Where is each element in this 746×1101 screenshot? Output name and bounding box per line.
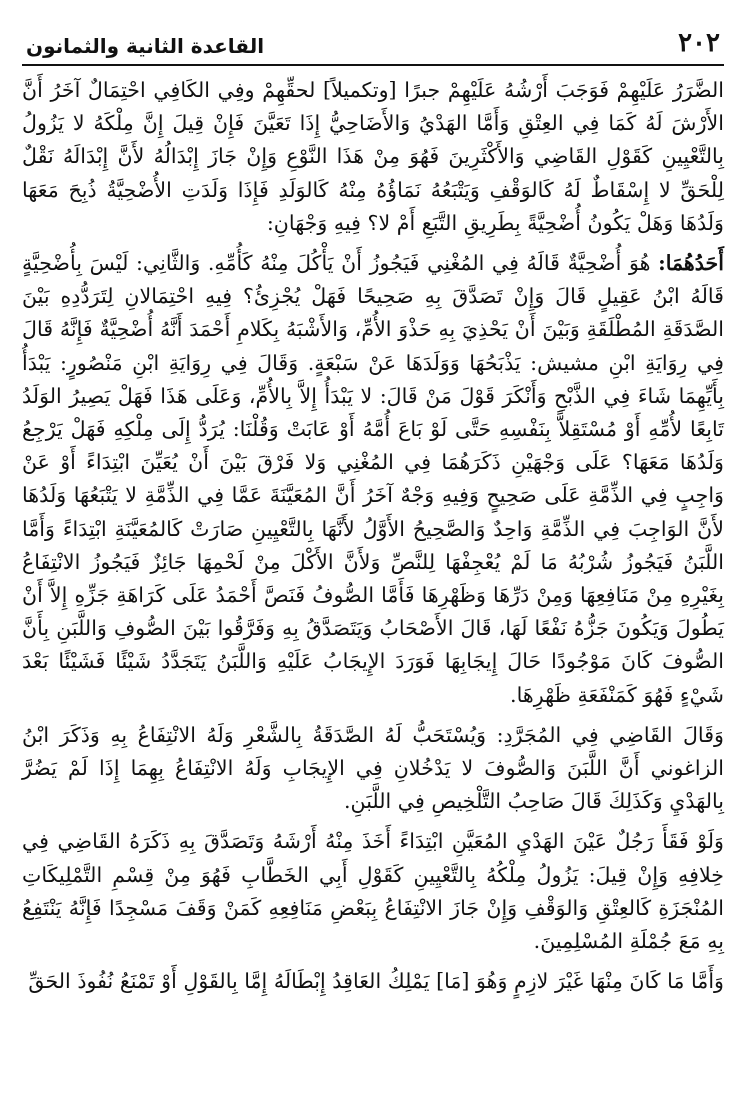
paragraph-text: هُوَ أُضْحِيَّةٌ قَالَهُ فِي المُغْنِي فَيَجُوزُ أَنْ يَأْكُلَ مِنْهُ كَأُمِّهِ. وَالثَّانِي: لَيْسَ بِأُضْحِيَّةٍ قَالَهُ ابْنُ عَقِيلٍ قَالَ وَإِنْ تَصَدَّقَ بِهِ صَحِيحًا فَهَلْ يُجْزِئُ؟ فِيهِ احْتِمَالانِ لِتَرَدُّدِهِ بَيْنَ الصَّدَقَةِ المُطْلَقَةِ وَبَيْنَ أَنْ يَحْذِيَ بِهِ حَذْوَ الأُمِّ، وَالأَشْبَهُ بِكَلامِ أَحْمَدَ أَنَّهُ أُضْحِيَّةٌ فَإِنَّهُ قَالَ فِي رِوَايَةِ ابْنِ مشيش: يَذْبَحُهَا وَوَلَدَهَا عَنْ سَبْعَةٍ. وَقَالَ فِي رِوَايَةِ ابْنِ مَنْصُورٍ: يَبْدَأُ بِأَيِّهِمَا شَاءَ فِي الذَّبْحِ وَأَنْكَرَ قَوْلَ مَنْ قَالَ: لا يَبْدَأُ إِلاَّ بِالأُمِّ، وَعَلَى هَذَا فَهَلْ يَصِيرُ الوَلَدُ تَابِعًا لأُمِّهِ أَوْ مُسْتَقِلاًّ بِنَفْسِهِ حَتَّى لَوْ بَاعَ أُمَّهُ أَوْ عَابَتْ وَقُلْنَا: يُرَدُّ إِلَى مِلْكِهِ فَهَلْ يَرْجِعُ وَلَدُهَا مَعَهَا؟ عَلَى وَجْهَيْنِ ذَكَرَهُمَا فِي المُغْنِي وَلا فَرْقَ بَيْنَ أَنْ يُعَيِّنَ ابْتِدَاءً أَوْ عَنْ وَاجِبٍ فِي الذِّمَّةِ عَلَى صَحِيحٍ وَفِيهِ وَجْهٌ آخَرُ أَنَّ المُعَيَّنَةَ عَمَّا فِي الذِّمَّةِ لا يَتْبَعُهَا وَلَدُهَا لأَنَّ الوَاجِبَ فِي الذِّمَّةِ وَاحِدٌ وَالصَّحِيحُ الأَوَّلُ لأَنَّهَا بِالتَّعْيِينِ صَارَتْ كَالمُعَيَّنَةِ ابْتِدَاءً وَأَمَّا اللَّبَنُ فَيَجُوزُ شُرْبُهُ مَا لَمْ يُعْجِفْهَا لِلنَّصِّ وَلأَنَّ الأَكْلَ مِنْ لَحْمِهَا جَائِزٌ فَيَجُوزُ الانْتِفَاعُ بِغَيْرِهِ مِنْ مَنَافِعِهَا وَمِنْ دَرِّهَا وَظَهْرِهَا فَأَمَّا الصُّوفُ فَنَصَّ أَحْمَدُ عَلَى كَرَاهَةِ جَزِّهِ إِلاَّ أَنْ يَطُولَ وَيَكُونَ جَزُّهُ نَفْعًا لَهَا، قَالَ الأَصْحَابُ وَيَتَصَدَّقُ بِهِ وَفَرَّقُوا بَيْنَ الصُّوفِ وَاللَّبَنِ بِأَنَّ الصُّوفَ كَانَ مَوْجُودًا حَالَ إِيجَابِهَا فَوَرَدَ الإِيجَابُ عَلَيْهِ وَاللَّبَنُ يَتَجَدَّدُ شَيْئًا فَشَيْئًا بَعْدَ شَيْءٍ فَهُوَ كَمَنْفَعَةِ ظَهْرِهَا.: [22, 251, 724, 707]
paragraph: [22, 719, 724, 819]
page: [22, 28, 724, 998]
running-title: القاعدة الثانية والثمانون: [26, 34, 265, 58]
paragraph-lead: أَحَدُهُمَا:: [658, 251, 724, 276]
paragraph: [22, 74, 724, 240]
paragraph: [22, 965, 724, 998]
paragraph: [22, 825, 724, 958]
paragraph-text: وَلَوْ فَقَأَ رَجُلٌ عَيْنَ الهَدْيِ المُعَيَّنِ ابْتِدَاءً أَخَذَ مِنْهُ أَرْشَهُ وَتَصَدَّقَ بِهِ ذَكَرَهُ القَاضِي فِي خِلافِهِ وَإِنْ قِيلَ: يَزُولُ مِلْكُهُ بِالتَّعْيِينِ كَقَوْلِ أَبِي الخَطَّابِ فَهُوَ مِنْ قِسْمِ التَّمْلِيكَاتِ المُنْجَزَةِ كَالعِتْقِ وَالوَقْفِ وَإِنْ جَازَ الانْتِفَاعُ بِبَعْضِ مَنَافِعِهِ كَمَنْ وَقَفَ مَسْجِدًا فَإِنَّهُ يَنْتَفِعُ بِهِ مَعَ جُمْلَةِ المُسْلِمِينَ.: [22, 829, 724, 954]
header-rule: [22, 64, 724, 66]
paragraph: [22, 247, 724, 712]
main-text: [22, 74, 724, 998]
paragraph-text: وَقَالَ القَاضِي فِي المُجَرَّدِ: وَيُسْتَحَبُّ لَهُ الصَّدَقَةُ بِالشَّعْرِ وَلَهُ الانْتِفَاعُ بِهِ وَذَكَرَ ابْنُ الزاغوني أَنَّ اللَّبَنَ وَالصُّوفَ لا يَدْخُلانِ فِي الإِيجَابِ وَلَهُ الانْتِفَاعُ بِهِمَا إِذَا لَمْ يَضُرَّ بِالهَدْيِ وَكَذَلِكَ قَالَ صَاحِبُ التَّلْخِيصِ فِي اللَّبَنِ.: [22, 722, 724, 814]
paragraph-text: الضَّرَرُ عَلَيْهِمْ فَوَجَبَ أَرْشُهُ عَلَيْهِمْ جبرًا [وتكميلاً] لحقِّهِمْ وفِي الكَافِي احْتِمَالٌ آخَرُ أَنَّ الأَرْشَ لَهُ كَمَا فِي العِتْقِ وَأَمَّا الهَدْيُ وَالأَضَاحِيُّ إِذَا تَعَيَّنَ فَإِنْ قِيلَ إِنَّ مِلْكَهُ لا يَزُولُ بِالتَّعْيِينِ كَقَوْلِ القَاضِي وَالأَكْثَرِينَ فَهُوَ مِنْ هَذَا النَّوْعِ وَإِنْ جَازَ إِبْدَالُهُ لأَنَّ إِبْدَالَهُ نَقْلٌ لِلْحَقِّ لا إِسْقَاطٌ لَهُ كَالوَقْفِ وَيَتْبَعُهُ نَمَاؤُهُ مِنْهُ كَالوَلَدِ فَإِذَا وَلَدَتِ الأُضْحِيَّةُ ذُبِحَ مَعَهَا وَلَدُهَا وَهَلْ يَكُونُ أُضْحِيَّةً بِطَرِيقِ التَّبَعِ أَمْ لا؟ فِيهِ وَجْهَانِ:: [22, 78, 724, 235]
page-number: ٢٠٢: [678, 28, 720, 58]
page-header: [22, 28, 724, 62]
paragraph-text: وَأَمَّا مَا كَانَ مِنْهَا غَيْرَ لازِمٍ وَهُوَ [مَا] يَمْلِكُ العَاقِدُ إِبْطَالَهُ إِمَّا بِالقَوْلِ أَوْ تَمْنَعُ نُفُوذَ الحَقِّ: [28, 969, 724, 994]
